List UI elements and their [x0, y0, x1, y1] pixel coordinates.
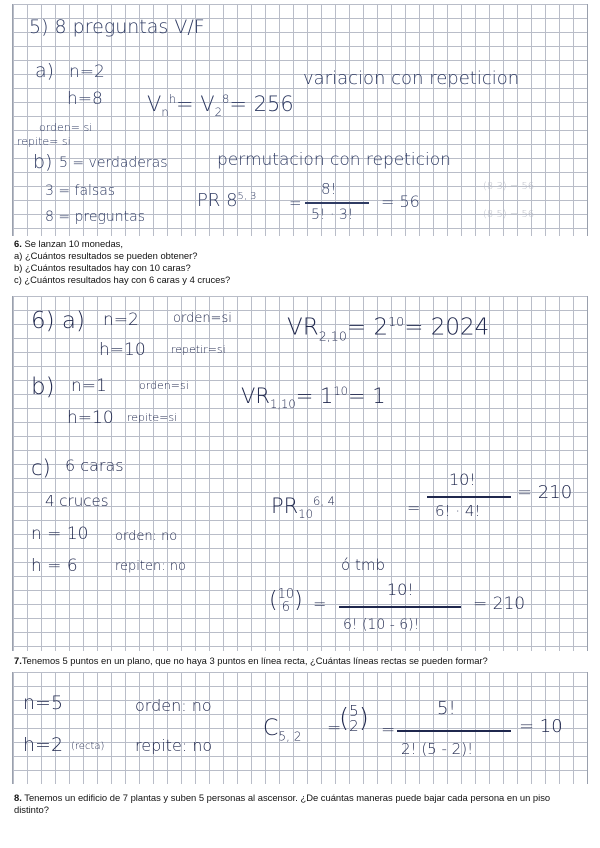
question-6-a: a) ¿Cuántos resultados se pueden obtener? [14, 250, 198, 261]
section-5a-formula-h: h [168, 92, 177, 106]
section-7-binom-top: 5 [349, 702, 359, 720]
section-6a-label: 6) a) [31, 308, 85, 334]
section-6b-orden: orden=si [139, 379, 189, 392]
section-7-repite: repite: no [135, 736, 213, 755]
section-5a-h: h=8 [67, 89, 103, 109]
section-5a-formula-n: n [161, 105, 169, 120]
section-7-eq: = [327, 718, 342, 738]
section-6a-formula-result: = 2024 [404, 314, 490, 341]
section-6b-formula-result: = 1 [348, 384, 386, 408]
section-6a-n: n=2 [103, 310, 139, 330]
section-5a-formula-2: 2 [214, 105, 223, 120]
section-5a-formula-8: 8 [222, 92, 230, 106]
section-5b-verdaderas: 5 = verdaderas [59, 155, 168, 171]
section-6c-pr: $PR_{10}^{6, 4}$ [271, 494, 336, 522]
section-5a-orden: orden= si [39, 121, 93, 134]
section-6b-formula: $VR_{1,10}= 1^{10}= 1$ [241, 384, 386, 412]
section-6c-or: ó tmb [341, 556, 385, 574]
section-5b-faint-2: (8 5) = 56 [483, 209, 535, 220]
section-6c-h: h = 6 [31, 556, 78, 576]
section-6a-orden: orden=si [173, 311, 232, 326]
section-6b-repite: repite=si [127, 411, 178, 424]
section-6b-n: n=1 [71, 376, 107, 396]
section-6c-binom-bottom: 6 [281, 600, 290, 615]
section-7-n: n=5 [23, 692, 64, 714]
section-6c-binomial: ( 10 6 ) [269, 587, 303, 615]
question-6-stem: 6. Se lanzan 10 monedas, [14, 238, 123, 249]
section-6b-label: b) [31, 374, 55, 400]
section-6a-repite: repetir=si [171, 343, 226, 356]
section-7-c-sub: 5, 2 [278, 729, 302, 744]
section-6c-pr-sub: 10 [298, 507, 313, 522]
section-5b-pr-sup: 5, 3 [237, 191, 257, 202]
section-5a-repite: repite= si [17, 135, 71, 148]
section-5b-falsas: 3 = falsas [45, 183, 116, 199]
section-5a-formula [147, 94, 294, 119]
section-7-orden: orden: no [135, 696, 212, 715]
section-6c-result: = 210 [517, 482, 573, 503]
section-6b-formula-sub: 1,10 [269, 397, 296, 412]
section-6c-orden: orden: no [115, 529, 178, 544]
section-6c-denominator: 6! · 4! [435, 502, 481, 520]
section-6c-n: n = 10 [31, 524, 89, 544]
section-6a-h: h=10 [99, 340, 146, 360]
section-6a-formula: $VR_{2,10}= 2^{10}= 2024$ [287, 314, 490, 344]
notes-section-5 [12, 4, 588, 236]
section-6a-formula-sub: 2,10 [318, 328, 347, 344]
section-5b-eq: = [289, 194, 302, 212]
section-5a-label: a) [35, 60, 55, 82]
section-6c-binom-eq: = [313, 594, 327, 613]
section-6c-result-2: = 210 [473, 594, 526, 614]
section-7-binomial: ( 5 2 ) [339, 702, 369, 735]
section-5a-n: n=2 [69, 62, 105, 82]
section-6c-binom-top: 10 [277, 587, 295, 602]
section-7-result: = 10 [519, 716, 563, 737]
section-6c-caras: 6 caras [65, 456, 124, 475]
section-5b-result: = 56 [381, 192, 420, 211]
section-6c-denominator-2: 6! (10 - 6)! [343, 617, 420, 633]
section-6c-pr-sup: 6, 4 [312, 494, 336, 508]
section-6b-h: h=10 [67, 408, 114, 428]
section-6c-label: c) [31, 456, 51, 480]
section-6c-numerator-2: 10! [387, 580, 414, 599]
section-5b-preguntas: 8 = preguntas [45, 209, 145, 225]
section-6b-formula-exp: 10 [333, 384, 349, 398]
section-7-denominator: 2! (5 - 2)! [401, 740, 474, 758]
section-5b-pr: PR 8$^{5, 3}$ [197, 190, 257, 211]
section-7-binom-bottom: 2 [349, 717, 359, 735]
question-6 [14, 238, 586, 286]
section-5b-denominator: 5! · 3! [311, 207, 354, 223]
section-5-title: 5) 8 preguntas V/F [29, 16, 205, 38]
question-8-text: 8. Tenemos un edificio de 7 plantas y suben 5 personas al ascensor. ¿De cuántas maneras puede bajar cada persona en un piso distinto? [14, 792, 551, 815]
notes-section-7 [12, 672, 588, 784]
section-6a-formula-rest: = 2 [346, 314, 389, 341]
question-6-b: b) ¿Cuántos resultados hay con 10 caras? [14, 262, 191, 273]
section-5b-method: permutacion con repeticion [217, 150, 451, 170]
section-5a-formula-eq: = V [176, 92, 215, 116]
section-6a-formula-exp: 10 [388, 314, 405, 329]
section-7-eq-2: = [381, 720, 396, 740]
section-5a-method: variacion con repeticion [303, 68, 520, 89]
section-5b-label: b) [33, 151, 53, 173]
section-6b-formula-rest: = 1 [295, 384, 334, 408]
section-5a-formula-v: V [147, 92, 162, 116]
question-7-text: 7.Tenemos 5 puntos en un plano, que no haya 3 puntos en línea recta, ¿Cuántas líneas rectas se pueden formar? [14, 655, 488, 666]
section-5b-numerator: 8! [321, 180, 337, 198]
section-6c-eq: = [407, 498, 421, 517]
section-6c-cruces: 4 cruces [45, 492, 109, 510]
notes-section-6 [12, 296, 588, 651]
section-7-combination: $C_{5, 2}$ [263, 716, 302, 744]
section-6c-numerator: 10! [449, 470, 476, 489]
question-6-c: c) ¿Cuántos resultados hay con 6 caras y 4 cruces? [14, 274, 231, 285]
question-7 [14, 655, 586, 667]
section-7-h-note: (recta) [71, 741, 105, 752]
question-8 [14, 792, 586, 816]
section-5b-faint-1: (8 3) = 56 [483, 181, 535, 192]
section-6c-repite: repiten: no [115, 559, 186, 574]
section-5a-formula-result: = 256 [229, 92, 294, 116]
section-7-numerator: 5! [437, 698, 456, 719]
section-7-h: h=2 [23, 734, 64, 756]
